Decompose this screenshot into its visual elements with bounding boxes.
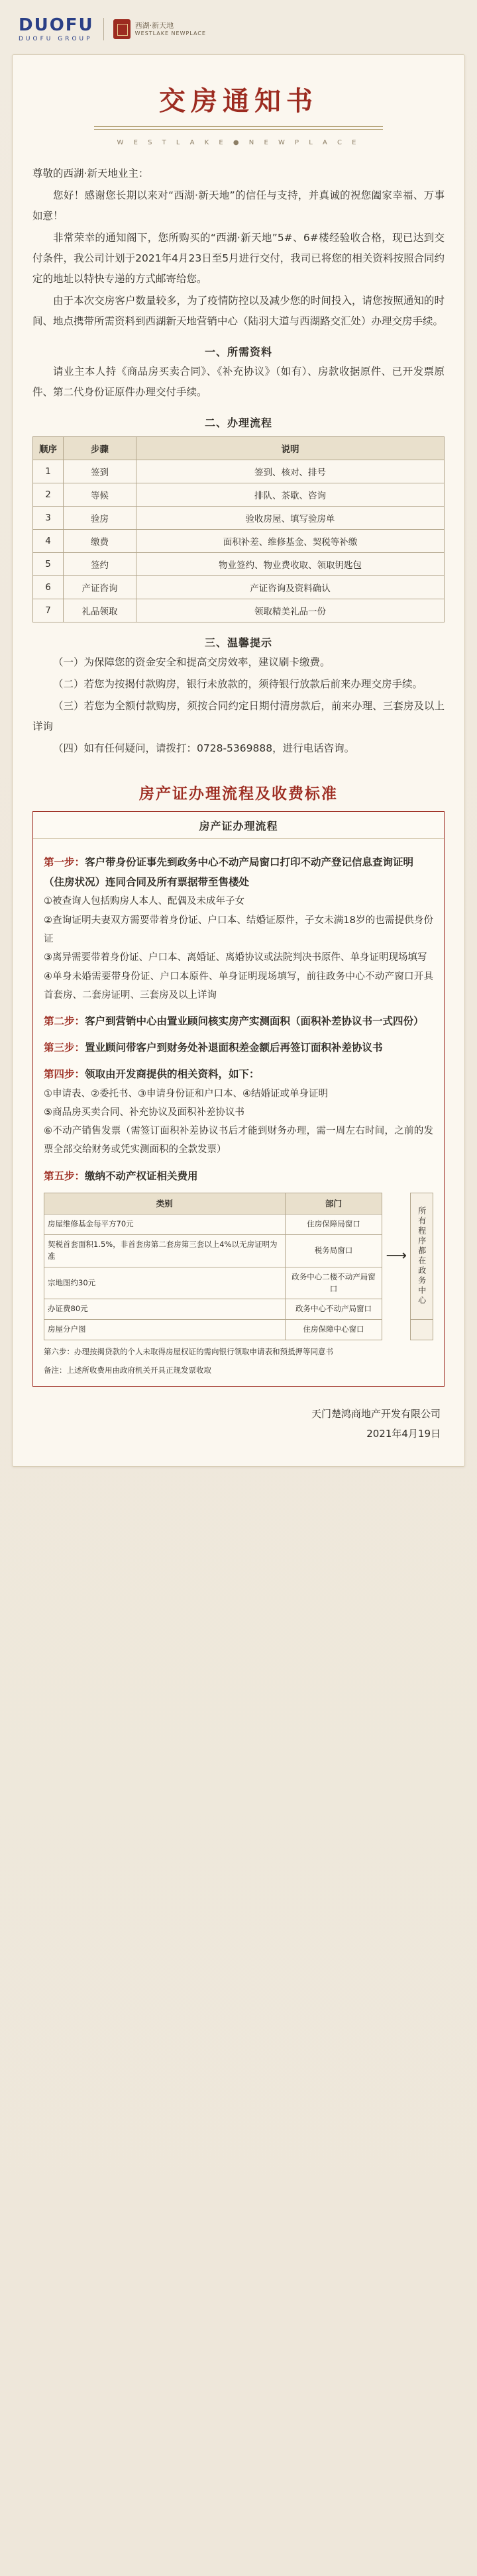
project-name-cn: 西湖·新天地 — [134, 21, 174, 30]
cell-desc: 验收房屋、填写验房单 — [136, 507, 445, 530]
cell-desc: 领取精美礼品一份 — [136, 599, 445, 622]
cell-order: 7 — [33, 599, 64, 622]
cell-step: 礼品领取 — [64, 599, 136, 622]
arrow-cell — [382, 1193, 411, 1319]
cell-desc: 签到、核对、排号 — [136, 460, 445, 483]
fee-row — [44, 1214, 433, 1235]
cell-order: 3 — [33, 507, 64, 530]
step-1-item-1: ①被查询人包括购房人本人、配偶及未成年子女 — [44, 896, 244, 907]
step-2-label: 第二步： — [44, 1015, 85, 1028]
fee-dept: 税务局窗口 — [285, 1235, 382, 1267]
process-table — [32, 436, 445, 622]
cell-step: 缴费 — [64, 530, 136, 553]
step-1-label: 第一步： — [44, 856, 85, 868]
fee-row — [44, 1267, 433, 1299]
table-row — [33, 507, 445, 530]
step-2-text: 客户到营销中心由置业顾问核实房产实测面积（面积补差协议书一式四份） — [85, 1015, 424, 1028]
fee-vertical-note — [411, 1193, 433, 1319]
tip-item-4: （四）如有任何疑问，请拨打：0728-5369888，进行电话咨询。 — [53, 742, 355, 754]
fee-footer-step6: 第六步：办理按揭贷款的个人未取得房屋权证的需向银行领取申请表和预抵押等同意书 — [44, 1347, 333, 1357]
cell-desc: 产证咨询及资料确认 — [136, 576, 445, 599]
step-1-title — [44, 852, 433, 892]
cell-step: 等候 — [64, 483, 136, 507]
fee-category: 契税首套面积1.5%，非首套房第二套房第三套以上4%以无房证明为准 — [44, 1235, 286, 1267]
fee-note: 备注：上述所收费用由政府机关开具正规发票收取 — [44, 1365, 211, 1375]
table-row — [33, 599, 445, 622]
certificate-box-title: 房产证办理流程 — [33, 812, 444, 839]
cell-order: 1 — [33, 460, 64, 483]
document-header — [0, 0, 477, 52]
step-4-item-3: ⑥不动产销售发票（需签订面积补差协议书后才能到财务办理，需一周左右时间，之前的发票全部交给财务或凭实测面积的全款发票） — [44, 1126, 433, 1156]
cell-order: 5 — [33, 553, 64, 576]
tip-item-2: （二）若您为按揭付款购房，银行未放款的，须待银行放款后前来办理交房手续。 — [53, 678, 423, 690]
cell-step: 产证咨询 — [64, 576, 136, 599]
cell-desc: 物业签约、物业费收取、领取钥匙包 — [136, 553, 445, 576]
fee-vertical-note-text: 所有程序都在政务中心 — [417, 1207, 427, 1307]
col-order: 顺序 — [33, 437, 64, 460]
step-5-label: 第五步： — [44, 1169, 85, 1182]
document-card — [12, 54, 465, 1467]
fee-dept: 住房保障中心窗口 — [285, 1320, 382, 1340]
table-header-row — [33, 437, 445, 460]
cell-order: 2 — [33, 483, 64, 507]
header-divider — [103, 18, 104, 40]
letter-body — [32, 164, 445, 332]
step-5-text: 缴纳不动产权证相关费用 — [85, 1169, 198, 1182]
letter-paragraph-2: 非常荣幸的通知阁下，您所购买的“西湖·新天地”5#、6#楼经验收合格，现已达到交付条件，我公司计划于2021年4月23日至5月进行交付，我司已将您的相关资料按照合同约定的地址以特快专递的方式邮寄给您。 — [32, 232, 445, 285]
fee-table — [44, 1193, 433, 1340]
step-5-title — [44, 1166, 433, 1186]
step-1-text: 客户带身份证事先到政务中心不动产局窗口打印不动产登记信息查询证明（住房状况）连同合同及所有票据带至售楼处 — [44, 856, 414, 889]
fee-row — [44, 1320, 433, 1340]
table-row — [33, 576, 445, 599]
step-3-text: 置业顾问带客户到财务处补退面积差金额后再签订面积补差协议书 — [85, 1042, 383, 1054]
certificate-section-heading: 房产证办理流程及收费标准 — [139, 785, 338, 803]
cell-step: 验房 — [64, 507, 136, 530]
step-1-item-3: ③离异需要带着身份证、户口本、离婚证、离婚协议或法院判决书原件、单身证明现场填写 — [44, 952, 427, 964]
project-name-en: WESTLAKE NEWPLACE — [134, 30, 206, 36]
signoff-block — [32, 1404, 445, 1444]
fee-header-row — [44, 1193, 433, 1214]
step-3-label: 第三步： — [44, 1042, 85, 1054]
cell-step: 签约 — [64, 553, 136, 576]
step-4-item-1: ①申请表、②委托书、③申请身份证和户口本、④结婚证或单身证明 — [44, 1088, 328, 1099]
certificate-process-box — [32, 811, 445, 1387]
fee-vertical-pad — [411, 1320, 433, 1340]
fee-category: 宗地图约30元 — [44, 1267, 286, 1299]
fee-col-category: 类别 — [44, 1193, 286, 1214]
table-row — [33, 460, 445, 483]
fee-category: 房屋维修基金每平方70元 — [44, 1214, 286, 1235]
section-1-heading: 一、所需资料 — [204, 346, 272, 358]
section-1-text: 请业主本人持《商品房买卖合同》、《补充协议》（如有）、房款收据原件、已开发票原件、第二代身份证原件办理交付手续。 — [32, 366, 445, 398]
arrow-cell-empty — [382, 1320, 411, 1340]
signoff-date: 2021年4月19日 — [366, 1428, 441, 1440]
seal-icon — [113, 19, 131, 39]
signoff-company: 天门楚鸿商地产开发有限公司 — [311, 1408, 441, 1420]
step-4-text: 领取由开发商提供的相关资料，如下： — [85, 1068, 260, 1081]
letter-paragraph-3: 由于本次交房客户数量较多，为了疫情防控以及减少您的时间投入，请您按照通知的时间、地点携带所需资料到西湖新天地营销中心（陆羽大道与西湖路交汇处）办理交房手续。 — [32, 295, 445, 327]
title-english: W E S T L A K E ● N E W P L A C E — [117, 139, 360, 146]
fee-row — [44, 1235, 433, 1267]
tip-item-1: （一）为保障您的资金安全和提高交房效率，建议刷卡缴费。 — [53, 656, 331, 668]
step-3-title — [44, 1038, 433, 1058]
step-1-item-2: ②查询证明夫妻双方需要带着身份证、户口本、结婚证原件，子女未满18岁的也需提供身份证 — [44, 915, 433, 944]
fee-category: 房屋分户图 — [44, 1320, 286, 1340]
fee-col-dept: 部门 — [285, 1193, 382, 1214]
col-step: 步骤 — [64, 437, 136, 460]
fee-category: 办证费80元 — [44, 1299, 286, 1320]
tip-item-3: （三）若您为全额付款购房，须按合同约定日期付清房款后，前来办理、三套房及以上详询 — [32, 700, 445, 732]
fee-dept: 政务中心不动产局窗口 — [285, 1299, 382, 1320]
step-1-item-4: ④单身未婚需要带身份证、户口本原件、单身证明现场填写，前往政务中心不动产窗口开具首套房、二套房证明、三套房及以上详询 — [44, 971, 433, 1001]
cell-step: 签到 — [64, 460, 136, 483]
page-title: 交房通知书 — [159, 85, 318, 117]
col-desc: 说明 — [136, 437, 445, 460]
logo-wordmark: DUOFU — [19, 15, 94, 35]
letter-paragraph-1: 您好！感谢您长期以来对“西湖·新天地”的信任与支持，并真诚的祝您阖家幸福、万事如意！ — [32, 189, 445, 222]
cell-desc: 排队、茶歇、咨询 — [136, 483, 445, 507]
fee-dept: 住房保障局窗口 — [285, 1214, 382, 1235]
cell-order: 4 — [33, 530, 64, 553]
logo-subtext: DUOFU GROUP — [19, 35, 93, 42]
section-3-heading: 三、温馨提示 — [204, 636, 272, 649]
step-4-label: 第四步： — [44, 1068, 85, 1081]
title-rule — [94, 126, 382, 130]
fee-row — [44, 1299, 433, 1320]
fee-dept: 政务中心二楼不动产局窗口 — [285, 1267, 382, 1299]
table-row — [33, 553, 445, 576]
cell-order: 6 — [33, 576, 64, 599]
step-4-title — [44, 1064, 433, 1084]
step-2-title — [44, 1011, 433, 1031]
project-brand — [113, 19, 206, 39]
table-row — [33, 530, 445, 553]
section-2-heading: 二、办理流程 — [204, 417, 272, 429]
company-logo — [19, 17, 94, 42]
salutation: 尊敬的西湖·新天地业主： — [32, 168, 149, 179]
right-arrow-icon: ⟶ — [386, 1248, 407, 1265]
table-row — [33, 483, 445, 507]
step-4-item-2: ⑤商品房买卖合同、补充协议及面积补差协议书 — [44, 1107, 244, 1118]
cell-desc: 面积补差、维修基金、契税等补缴 — [136, 530, 445, 553]
